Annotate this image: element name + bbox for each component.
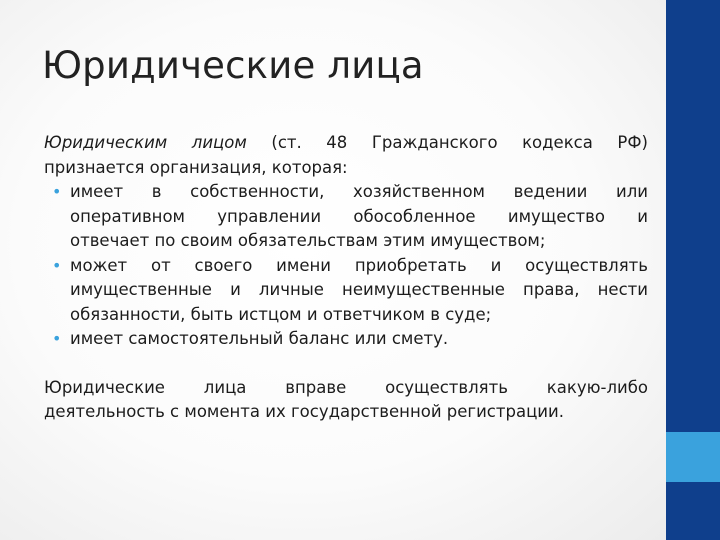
bullet-3-line-1: имеет самостоятельный баланс или смету. <box>70 329 449 348</box>
bullet-icon: • <box>52 182 62 201</box>
list-item <box>44 180 648 254</box>
intro-paragraph <box>44 131 648 180</box>
closing-line-2: деятельность с момента их государственной регистрации. <box>44 402 564 421</box>
side-bar-dark-segment <box>666 0 720 432</box>
bullet-1-line-3: отвечает по своим обязательствам этим имуществом; <box>70 231 546 250</box>
closing-paragraph <box>44 376 648 425</box>
intro-line-2: признается организация, которая: <box>44 157 348 177</box>
slide-title: Юридические лица <box>42 44 424 87</box>
slide-body <box>44 131 648 425</box>
bullet-1-line-1: имеет в собственности, хозяйственном ведении или <box>70 182 648 201</box>
bullet-icon: • <box>52 255 62 275</box>
bullet-icon: • <box>52 329 62 348</box>
side-bar-light-segment <box>666 432 720 482</box>
intro-line-1-rest: (ст. 48 Гражданского кодекса РФ) <box>246 133 648 152</box>
side-bar-bottom-segment <box>666 482 720 540</box>
bullet-2-line-2: имущественные и личные неимущественные права, нести <box>70 280 648 299</box>
decorative-side-bar <box>666 0 720 540</box>
bullet-1-line-2: оперативном управлении обособленное имущество и <box>70 206 648 226</box>
closing-line-1: Юридические лица вправе осуществлять какую-либо <box>44 377 648 397</box>
bullet-2-line-3: обязанности, быть истцом и ответчиком в суде; <box>70 304 492 324</box>
paragraph-spacer <box>44 352 648 376</box>
bullet-list <box>44 180 648 352</box>
bullet-2-line-1: может от своего имени приобретать и осуществлять <box>70 255 648 275</box>
list-item <box>44 254 648 328</box>
intro-line-1 <box>44 131 648 156</box>
list-item <box>44 327 648 352</box>
intro-italic-term: Юридическим лицом <box>44 133 247 152</box>
